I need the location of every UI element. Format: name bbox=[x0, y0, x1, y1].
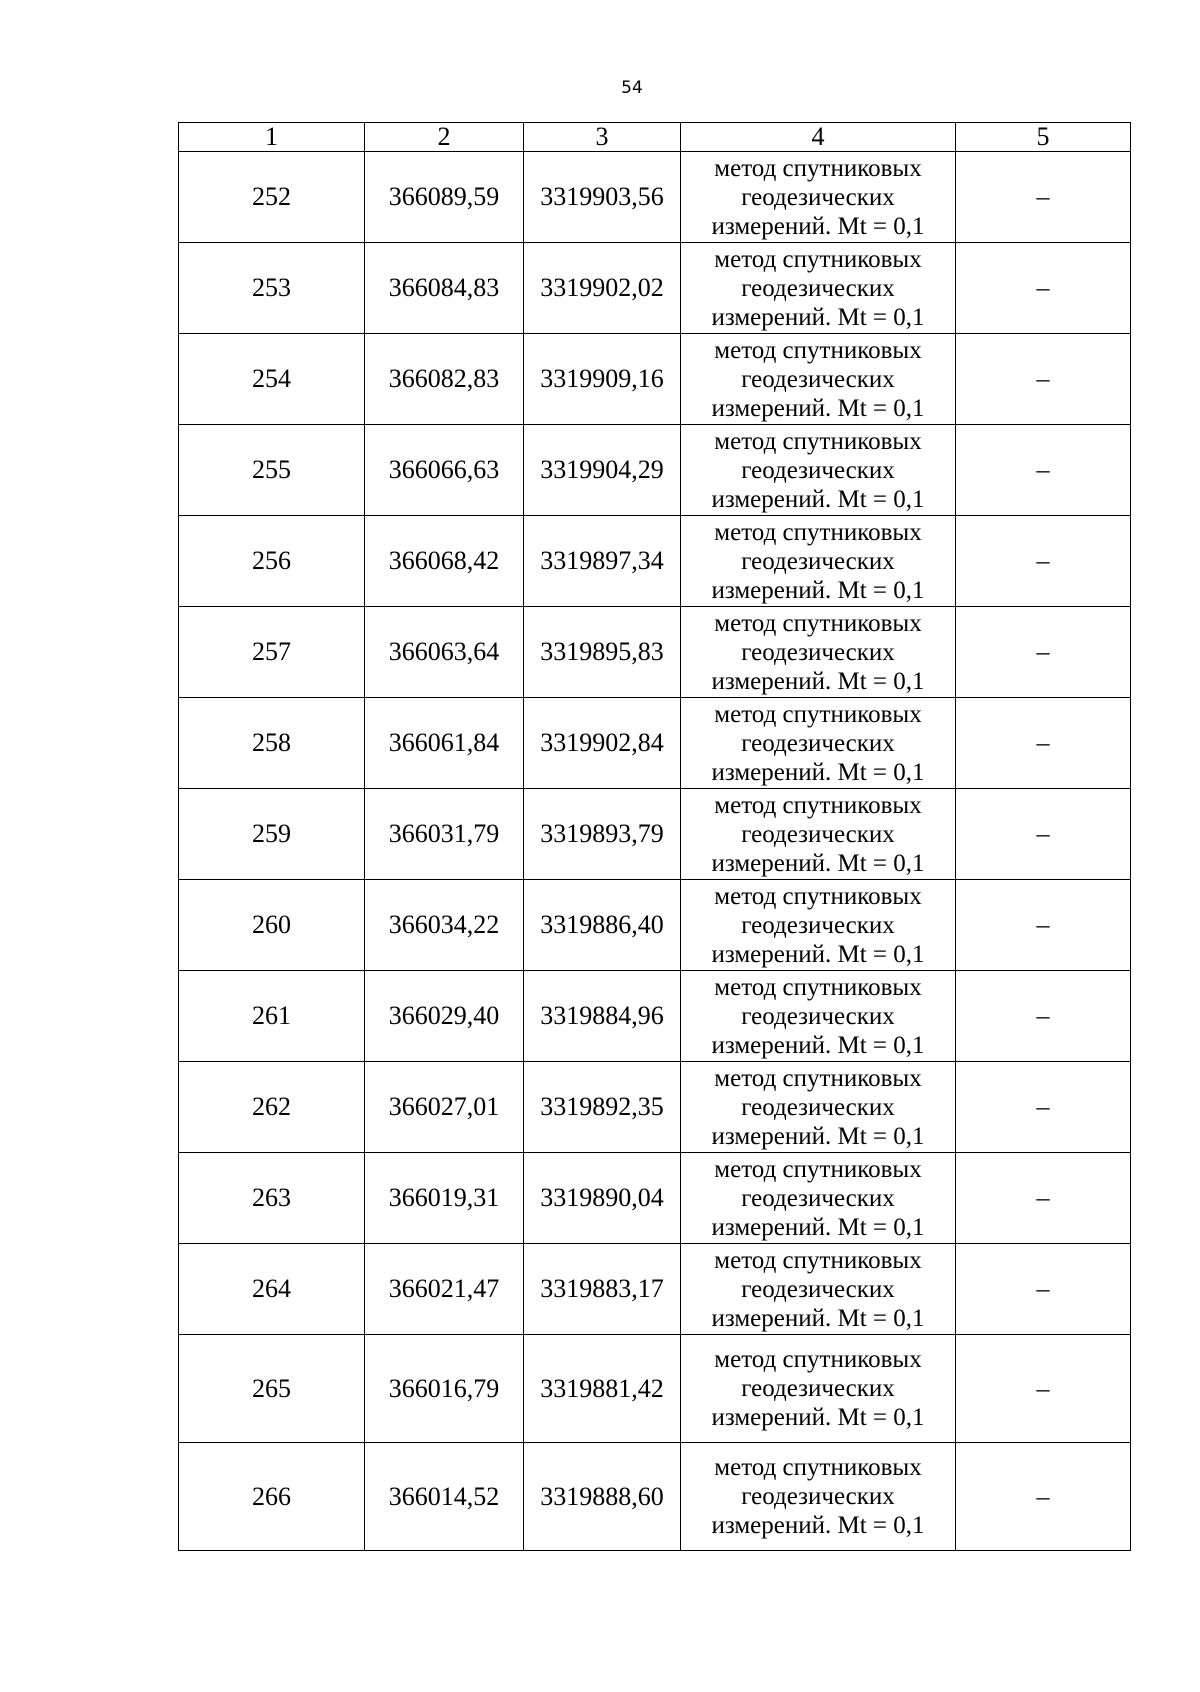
point-number: 261 bbox=[179, 971, 365, 1062]
table-row bbox=[179, 1062, 1131, 1153]
method-text: метод спутниковых геодезических измерений. Mt = 0,1 bbox=[711, 882, 925, 968]
coordinate-y: 3319904,29 bbox=[524, 425, 681, 516]
point-number: 254 bbox=[179, 334, 365, 425]
coordinate-x: 366016,79 bbox=[365, 1335, 524, 1443]
coordinate-x: 366019,31 bbox=[365, 1153, 524, 1244]
table-row bbox=[179, 607, 1131, 698]
coordinate-x: 366068,42 bbox=[365, 516, 524, 607]
point-number: 265 bbox=[179, 1335, 365, 1443]
table-row bbox=[179, 1443, 1131, 1551]
method-text: метод спутниковых геодезических измерений. Mt = 0,1 bbox=[711, 1155, 925, 1241]
method-text: метод спутниковых геодезических измерений. Mt = 0,1 bbox=[711, 427, 925, 513]
table-row bbox=[179, 425, 1131, 516]
note-cell: – bbox=[956, 425, 1131, 516]
table-body bbox=[179, 152, 1131, 1551]
note-cell: – bbox=[956, 1443, 1131, 1551]
coordinate-x: 366034,22 bbox=[365, 880, 524, 971]
table-row bbox=[179, 516, 1131, 607]
coordinate-x: 366027,01 bbox=[365, 1062, 524, 1153]
coordinate-x: 366061,84 bbox=[365, 698, 524, 789]
note-cell: – bbox=[956, 1244, 1131, 1335]
table-row bbox=[179, 789, 1131, 880]
note-cell: – bbox=[956, 516, 1131, 607]
method-text: метод спутниковых геодезических измерений. Mt = 0,1 bbox=[711, 700, 925, 786]
coordinate-x: 366084,83 bbox=[365, 243, 524, 334]
method-cell bbox=[681, 152, 956, 243]
point-number: 257 bbox=[179, 607, 365, 698]
point-number: 258 bbox=[179, 698, 365, 789]
coordinate-x: 366021,47 bbox=[365, 1244, 524, 1335]
coordinate-y: 3319884,96 bbox=[524, 971, 681, 1062]
method-cell bbox=[681, 1062, 956, 1153]
coordinate-y: 3319893,79 bbox=[524, 789, 681, 880]
method-text: метод спутниковых геодезических измерений. Mt = 0,1 bbox=[711, 245, 925, 331]
table-row bbox=[179, 880, 1131, 971]
note-cell: – bbox=[956, 698, 1131, 789]
method-cell bbox=[681, 334, 956, 425]
column-header-2: 2 bbox=[365, 123, 524, 152]
method-cell bbox=[681, 607, 956, 698]
table-header bbox=[179, 123, 1131, 152]
coordinate-y: 3319909,16 bbox=[524, 334, 681, 425]
note-cell: – bbox=[956, 334, 1131, 425]
table-row bbox=[179, 1153, 1131, 1244]
note-cell: – bbox=[956, 971, 1131, 1062]
table-row bbox=[179, 698, 1131, 789]
coordinate-x: 366063,64 bbox=[365, 607, 524, 698]
column-header-5: 5 bbox=[956, 123, 1131, 152]
column-header-4: 4 bbox=[681, 123, 956, 152]
method-cell bbox=[681, 1335, 956, 1443]
note-cell: – bbox=[956, 1062, 1131, 1153]
method-text: метод спутниковых геодезических измерений. Mt = 0,1 bbox=[711, 1346, 925, 1431]
page-number: 54 bbox=[621, 78, 643, 98]
method-text: метод спутниковых геодезических измерений. Mt = 0,1 bbox=[711, 1064, 925, 1150]
point-number: 262 bbox=[179, 1062, 365, 1153]
note-cell: – bbox=[956, 152, 1131, 243]
coordinate-y: 3319883,17 bbox=[524, 1244, 681, 1335]
coordinate-y: 3319895,83 bbox=[524, 607, 681, 698]
method-text: метод спутниковых геодезических измерений. Mt = 0,1 bbox=[711, 1454, 925, 1539]
method-text: метод спутниковых геодезических измерений. Mt = 0,1 bbox=[711, 609, 925, 695]
note-cell: – bbox=[956, 1153, 1131, 1244]
coordinate-y: 3319890,04 bbox=[524, 1153, 681, 1244]
coordinates-table bbox=[178, 122, 1131, 1551]
coordinate-y: 3319888,60 bbox=[524, 1443, 681, 1551]
coordinate-y: 3319886,40 bbox=[524, 880, 681, 971]
method-text: метод спутниковых геодезических измерений. Mt = 0,1 bbox=[711, 154, 925, 240]
coordinate-x: 366066,63 bbox=[365, 425, 524, 516]
method-cell bbox=[681, 1443, 956, 1551]
method-cell bbox=[681, 971, 956, 1062]
point-number: 255 bbox=[179, 425, 365, 516]
point-number: 252 bbox=[179, 152, 365, 243]
table-row bbox=[179, 1335, 1131, 1443]
method-text: метод спутниковых геодезических измерений. Mt = 0,1 bbox=[711, 518, 925, 604]
point-number: 266 bbox=[179, 1443, 365, 1551]
method-cell bbox=[681, 516, 956, 607]
header-row bbox=[179, 123, 1131, 152]
coordinate-y: 3319881,42 bbox=[524, 1335, 681, 1443]
method-text: метод спутниковых геодезических измерений. Mt = 0,1 bbox=[711, 791, 925, 877]
point-number: 259 bbox=[179, 789, 365, 880]
method-cell bbox=[681, 243, 956, 334]
coordinate-y: 3319903,56 bbox=[524, 152, 681, 243]
method-cell bbox=[681, 698, 956, 789]
note-cell: – bbox=[956, 1335, 1131, 1443]
column-header-3: 3 bbox=[524, 123, 681, 152]
method-cell bbox=[681, 880, 956, 971]
point-number: 256 bbox=[179, 516, 365, 607]
coordinate-x: 366082,83 bbox=[365, 334, 524, 425]
coordinate-x: 366014,52 bbox=[365, 1443, 524, 1551]
method-cell bbox=[681, 425, 956, 516]
point-number: 260 bbox=[179, 880, 365, 971]
method-text: метод спутниковых геодезических измерений. Mt = 0,1 bbox=[711, 336, 925, 422]
note-cell: – bbox=[956, 789, 1131, 880]
point-number: 253 bbox=[179, 243, 365, 334]
coordinate-y: 3319902,84 bbox=[524, 698, 681, 789]
point-number: 264 bbox=[179, 1244, 365, 1335]
coordinate-y: 3319897,34 bbox=[524, 516, 681, 607]
column-header-1: 1 bbox=[179, 123, 365, 152]
method-text: метод спутниковых геодезических измерений. Mt = 0,1 bbox=[711, 1246, 925, 1332]
table-row bbox=[179, 1244, 1131, 1335]
coordinate-x: 366029,40 bbox=[365, 971, 524, 1062]
method-cell bbox=[681, 789, 956, 880]
table-row bbox=[179, 152, 1131, 243]
coordinate-y: 3319892,35 bbox=[524, 1062, 681, 1153]
note-cell: – bbox=[956, 607, 1131, 698]
method-cell bbox=[681, 1153, 956, 1244]
coordinate-y: 3319902,02 bbox=[524, 243, 681, 334]
coordinate-x: 366031,79 bbox=[365, 789, 524, 880]
note-cell: – bbox=[956, 243, 1131, 334]
method-cell bbox=[681, 1244, 956, 1335]
point-number: 263 bbox=[179, 1153, 365, 1244]
table-row bbox=[179, 334, 1131, 425]
coordinate-x: 366089,59 bbox=[365, 152, 524, 243]
method-text: метод спутниковых геодезических измерений. Mt = 0,1 bbox=[711, 973, 925, 1059]
note-cell: – bbox=[956, 880, 1131, 971]
table-row bbox=[179, 971, 1131, 1062]
table-row bbox=[179, 243, 1131, 334]
